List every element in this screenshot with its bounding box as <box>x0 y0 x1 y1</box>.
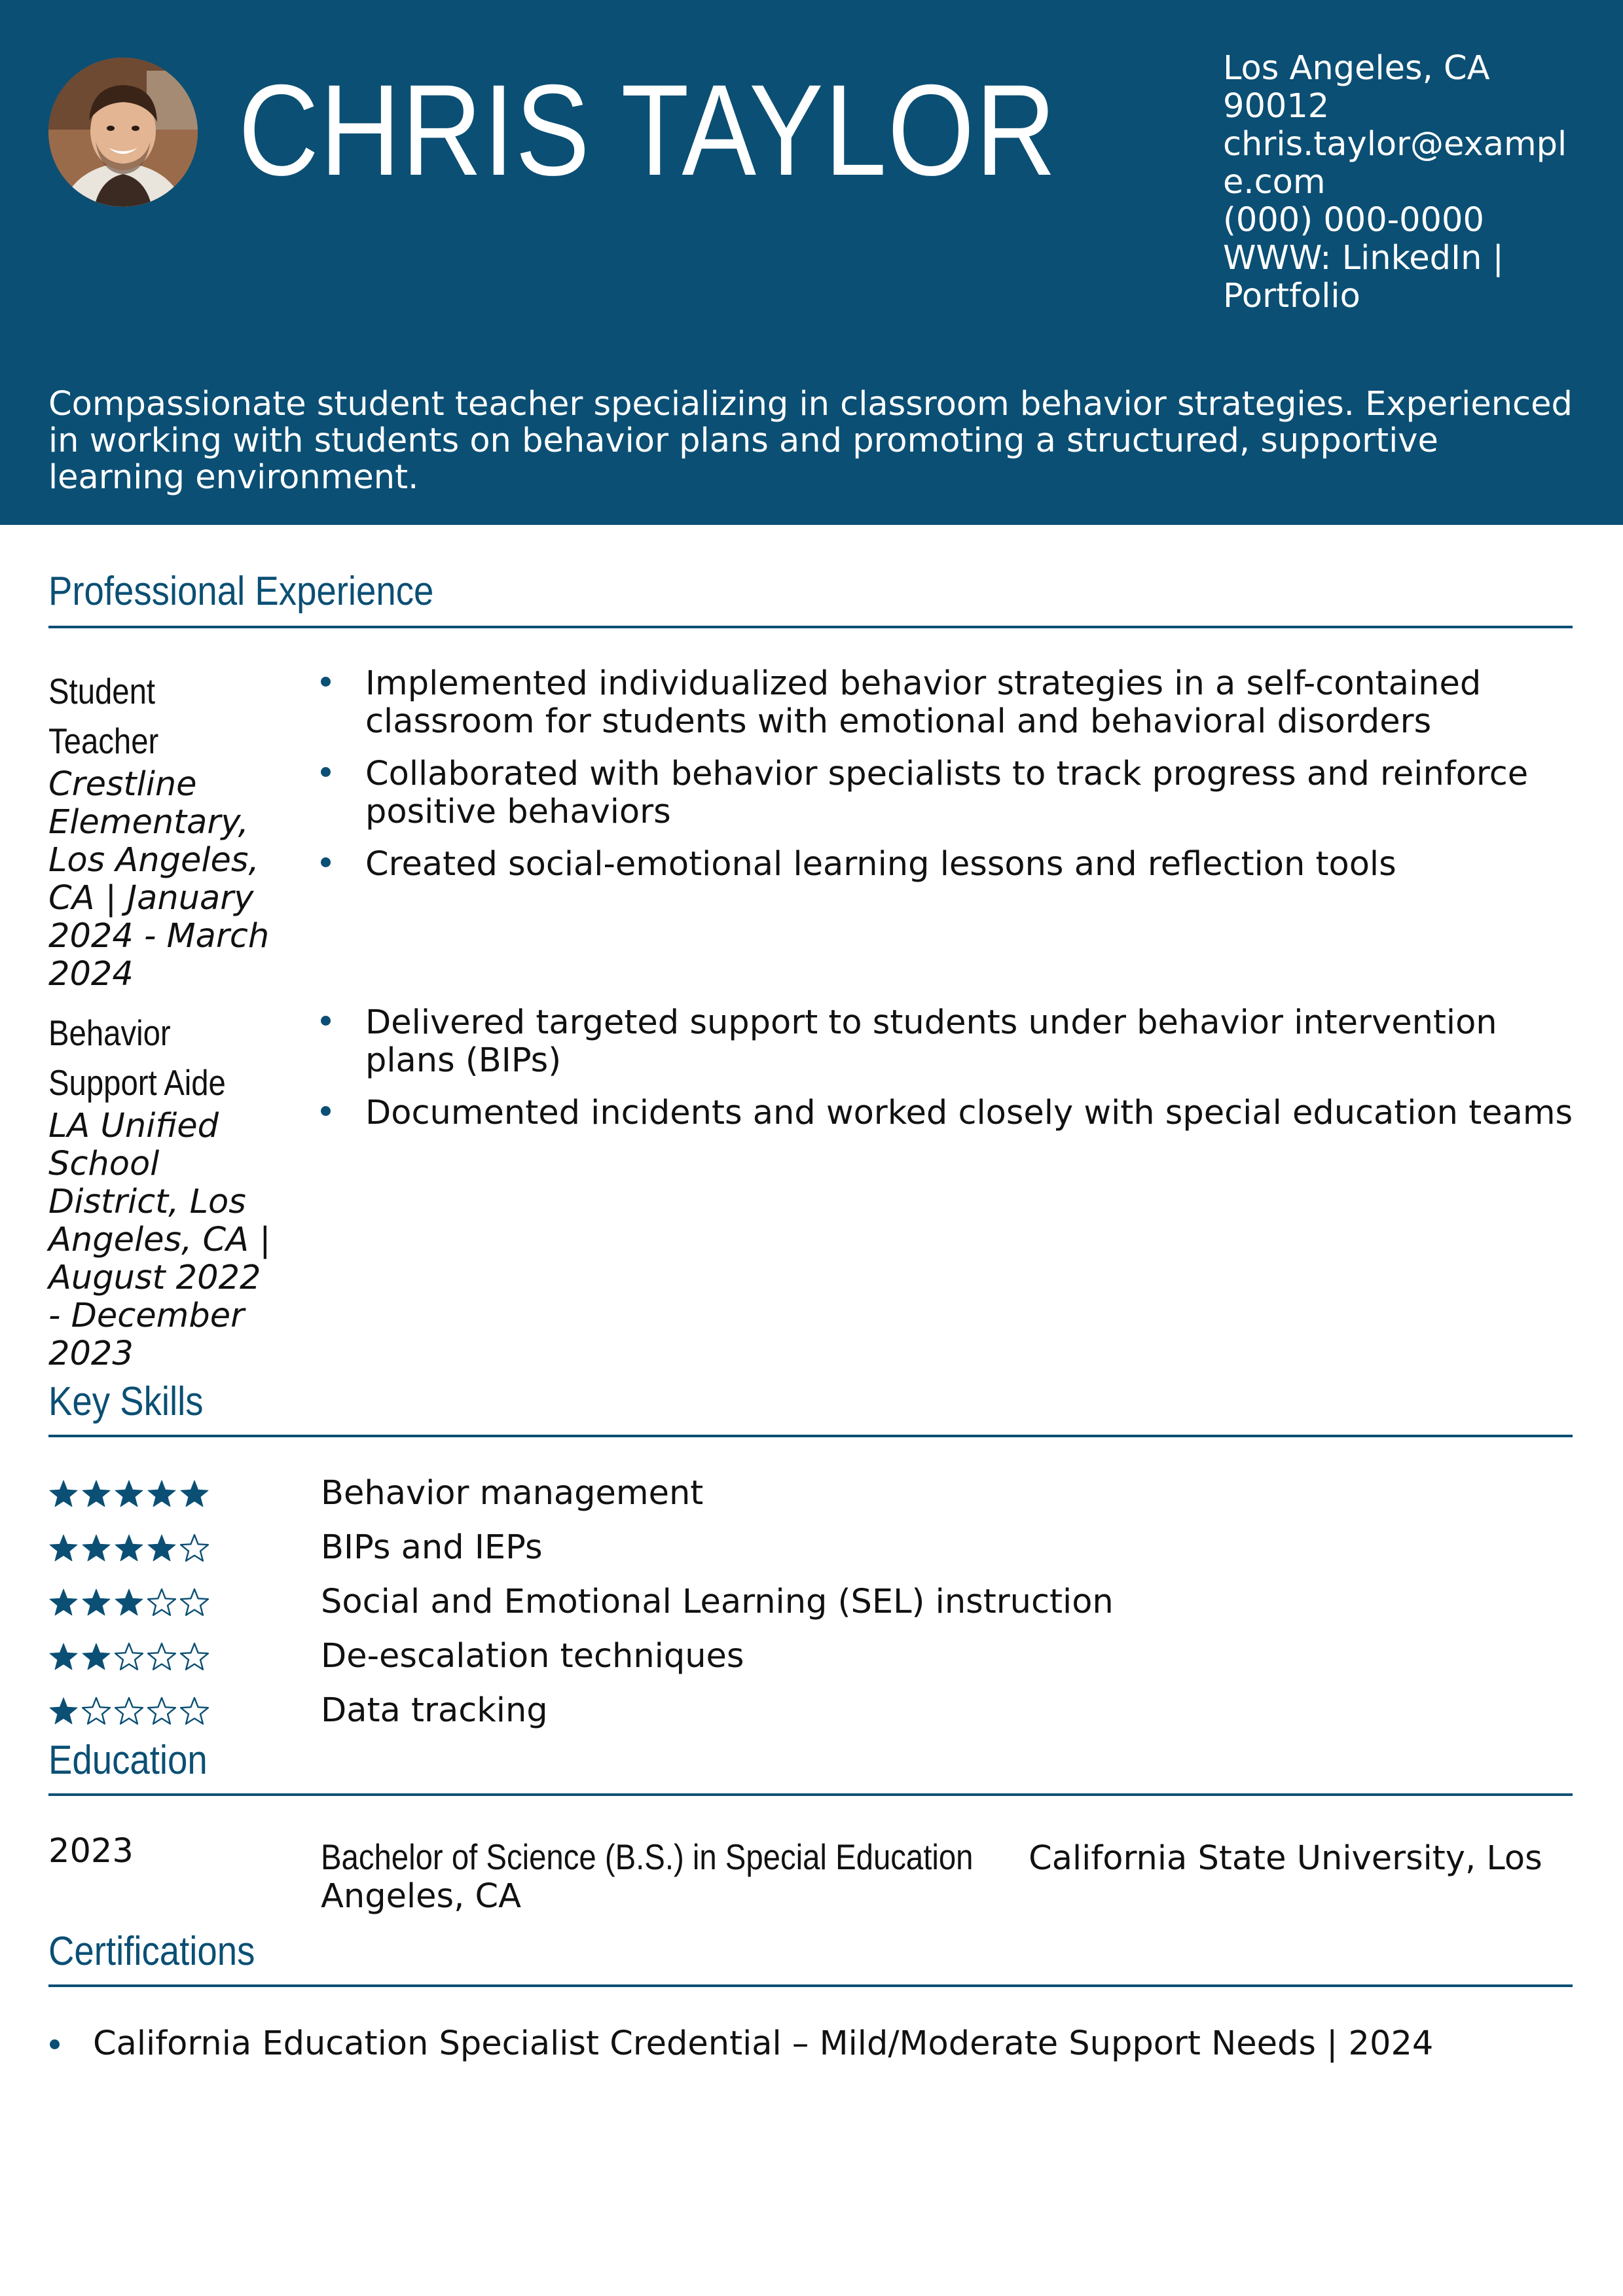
star-empty-icon <box>181 1643 208 1670</box>
star-empty-icon <box>148 1643 175 1670</box>
school-name: California State University, Los Angeles, CA <box>321 1839 1542 1916</box>
job-title-line: Teacher <box>48 721 159 761</box>
star-filled-icon <box>181 1480 208 1507</box>
job-meta-line: CA | January <box>48 879 254 918</box>
job-meta-line: Los Angeles, <box>48 841 259 880</box>
star-empty-icon <box>115 1698 143 1724</box>
skill-label: Social and Emotional Learning (SEL) instruction <box>321 1583 1114 1621</box>
skill-row <box>48 1637 1574 1676</box>
star-filled-icon <box>82 1589 110 1615</box>
star-filled-icon <box>82 1643 110 1670</box>
section-divider <box>48 1435 1573 1437</box>
bullet-text: Collaborated with behavior specialists to track progress and reinforce positive behaviors <box>365 755 1529 831</box>
star-empty-icon <box>115 1643 143 1670</box>
star-filled-icon <box>148 1480 175 1507</box>
star-filled-icon <box>50 1643 77 1670</box>
skill-label: Data tracking <box>321 1691 548 1730</box>
contact-portfolio-link[interactable]: Portfolio <box>1223 277 1360 315</box>
skill-label: De-escalation techniques <box>321 1637 744 1676</box>
job-meta-line: Elementary, <box>48 803 249 842</box>
skill-row <box>48 1583 1574 1622</box>
contact-phone: (000) 000-0000 <box>1223 201 1484 240</box>
bullet-text: Delivered targeted support to students under behavior intervention plans (BIPs) <box>365 1003 1497 1080</box>
star-empty-icon <box>181 1535 208 1561</box>
star-filled-icon <box>115 1480 143 1507</box>
job-meta-line: Angeles, CA | <box>48 1221 271 1259</box>
skill-label: Behavior management <box>321 1474 704 1513</box>
star-empty-icon <box>148 1589 175 1615</box>
rating-stars <box>48 1479 212 1509</box>
star-empty-icon <box>82 1698 110 1724</box>
star-filled-icon <box>115 1535 143 1561</box>
star-filled-icon <box>50 1535 77 1561</box>
job-meta-line: LA Unified <box>48 1107 219 1145</box>
section-title-certifications: Certifications <box>48 1929 255 1974</box>
bullet-icon <box>321 1106 331 1116</box>
degree-name: Bachelor of Science (B.S.) in Special Education <box>321 1837 974 1877</box>
profile-photo <box>48 58 198 207</box>
rating-stars <box>48 1534 212 1564</box>
list-item <box>308 1094 1584 1132</box>
job-1-details <box>48 666 284 994</box>
job-title-line: Support Aide <box>48 1062 226 1103</box>
bullet-icon <box>50 2039 60 2049</box>
rating-stars <box>48 1588 212 1618</box>
section-divider <box>48 626 1573 628</box>
star-filled-icon <box>115 1589 143 1615</box>
section-title-experience: Professional Experience <box>48 569 434 614</box>
job-1-bullets <box>308 665 1584 898</box>
rating-stars <box>48 1642 212 1672</box>
job-2-details <box>48 1008 284 1373</box>
certification-text: California Education Specialist Credential – Mild/Moderate Support Needs | 2024 <box>93 2024 1434 2063</box>
bullet-text: Documented incidents and worked closely with special education teams <box>365 1094 1573 1132</box>
star-filled-icon <box>82 1480 110 1507</box>
bullet-icon <box>321 767 331 777</box>
skill-row <box>48 1691 1574 1731</box>
job-meta-line: 2024 <box>48 955 134 994</box>
star-empty-icon <box>181 1589 208 1615</box>
contact-email-line1[interactable]: chris.taylor@exampl <box>1223 125 1567 164</box>
contact-info <box>1223 50 1590 315</box>
rating-stars <box>48 1696 212 1727</box>
skill-label: BIPs and IEPs <box>321 1528 543 1567</box>
job-meta-line: Crestline <box>48 765 197 804</box>
job-2-bullets <box>308 1004 1584 1147</box>
star-empty-icon <box>181 1698 208 1724</box>
star-filled-icon <box>82 1535 110 1561</box>
skill-row <box>48 1474 1574 1513</box>
bullet-icon <box>321 1016 331 1026</box>
section-title-education: Education <box>48 1738 208 1783</box>
resume-header <box>0 0 1623 525</box>
list-item <box>308 665 1584 741</box>
bullet-icon <box>321 857 331 867</box>
section-title-skills: Key Skills <box>48 1379 204 1424</box>
education-year: 2023 <box>48 1832 134 1871</box>
bullet-icon <box>321 677 331 687</box>
job-meta-line: 2024 - March <box>48 917 270 956</box>
star-empty-icon <box>148 1698 175 1724</box>
contact-email-line2[interactable]: e.com <box>1223 163 1326 202</box>
job-meta-line: August 2022 <box>48 1259 261 1297</box>
list-item <box>308 1004 1584 1080</box>
bullet-text: Created social-emotional learning lessons and reflection tools <box>365 845 1396 884</box>
star-filled-icon <box>50 1480 77 1507</box>
job-title-line: Behavior <box>48 1013 171 1053</box>
contact-address-line1: Los Angeles, CA <box>1223 49 1490 88</box>
job-meta-line: - December <box>48 1297 245 1335</box>
education-entry <box>321 1838 1578 1916</box>
skill-row <box>48 1528 1574 1568</box>
candidate-name: CHRIS TAYLOR <box>238 58 1057 202</box>
section-divider <box>48 1793 1573 1796</box>
bullet-text: Implemented individualized behavior strategies in a self-contained classroom for students with emotional and behavioral disorders <box>365 664 1482 741</box>
list-item <box>48 2025 1574 2063</box>
job-meta-line: District, Los <box>48 1183 246 1221</box>
list-item <box>308 846 1584 884</box>
contact-web-links[interactable]: WWW: LinkedIn | <box>1223 239 1504 278</box>
section-divider <box>48 1984 1573 1987</box>
star-filled-icon <box>50 1698 77 1724</box>
job-meta-line: School <box>48 1145 160 1183</box>
job-meta-line: 2023 <box>48 1335 134 1373</box>
job-title-line: Student <box>48 671 156 711</box>
profile-summary: Compassionate student teacher specializing in classroom behavior strategies. Experienced in working with students on behavior plans and promoting a structured, supportive learning environment. <box>48 385 1573 497</box>
star-filled-icon <box>50 1589 77 1615</box>
list-item <box>308 755 1584 831</box>
contact-address-line2: 90012 <box>1223 87 1330 126</box>
star-filled-icon <box>148 1535 175 1561</box>
